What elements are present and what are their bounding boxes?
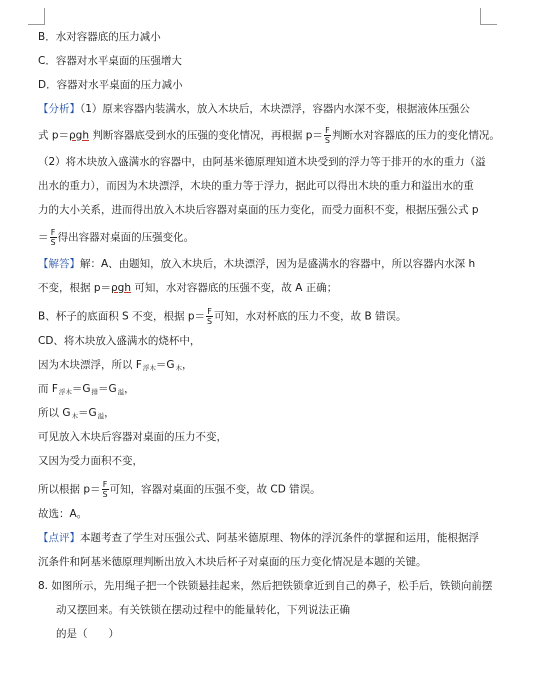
subscript: 溢 <box>117 388 125 396</box>
option-c: C．容器对水平桌面的压强增大 <box>38 55 182 67</box>
subscript: 木 <box>175 364 183 372</box>
analysis-text: 得出容器对桌面的压强变化。 <box>57 231 195 244</box>
page-corner-mark-left <box>28 8 45 25</box>
solution-text: 可知，水对容器底的压强不变，故 A 正确； <box>131 282 338 294</box>
solution-line-2 <box>38 281 337 295</box>
option-b: B．水对容器底的压力减小 <box>38 31 161 43</box>
solution-tag: 【解答】 <box>38 258 80 270</box>
page-corner-mark-right <box>480 8 497 25</box>
formula-text: ＝ <box>38 231 49 244</box>
solution-line-1 <box>38 257 475 271</box>
equation-text: 因为木块漂浮，所以 F <box>38 359 142 371</box>
equation-text: 所以 G <box>38 407 71 419</box>
solution-text: 解：A、由题知，放入木块后，木块漂浮，因为是盛满水的容器中，所以容器内水深 h <box>80 258 476 270</box>
option-d: D．容器对水平桌面的压力减小 <box>38 79 183 91</box>
solution-line-4: CD、将木块放入盛满水的烧杯中， <box>38 335 201 347</box>
question-8-line-2: 动又摆回来。有关铁锁在摆动过程中的能量转化，下列说法正确 <box>56 604 350 616</box>
solution-text: 所以根据 p＝ <box>38 483 101 496</box>
analysis-line-2 <box>38 126 500 145</box>
equation-text: ， <box>124 383 135 395</box>
solution-text: 可知，水对杯底的压力不变，故 B 错误。 <box>214 310 407 323</box>
equation-text: ， <box>104 407 115 419</box>
solution-line-6 <box>38 382 135 397</box>
solution-text: 不变，根据 p＝ <box>38 282 112 294</box>
equation-text: 而 F <box>38 383 58 395</box>
answer-line: 故选：A。 <box>38 508 88 520</box>
solution-line-8: 可见放入木块后容器对桌面的压力不变， <box>38 431 227 443</box>
comment-tag: 【点评】 <box>38 532 80 544</box>
question-8-line-1: 8. 如图所示，先用绳子把一个铁锁悬挂起来，然后把铁锁拿近到自己的鼻子，松手后，铁锁向前摆 <box>38 580 493 592</box>
solution-line-7 <box>38 406 115 421</box>
fraction-f-over-s: $\frac{F}{S}$ <box>207 307 213 326</box>
solution-line-5 <box>38 358 193 373</box>
solution-line-9: 又因为受力面积不变， <box>38 455 143 467</box>
formula-rho-g-h: ρgh <box>69 129 90 142</box>
analysis-line-5: 力的大小关系，进而得出放入木块后容器对桌面的压力变化，而受力面积不变，根据压强公式 p <box>38 204 479 216</box>
analysis-line-1 <box>38 102 470 116</box>
comment-line-2: 沉条件和阿基米德原理判断出放入木块后杯子对桌面的压力变化情况是本题的关键。 <box>38 556 427 568</box>
analysis-text: 判断水对容器底的压力的变化情况。 <box>331 129 500 142</box>
analysis-line-6 <box>38 228 194 247</box>
solution-text: B、杯子的底面积 S 不变，根据 p＝ <box>38 310 206 323</box>
question-8-line-3: 的是（ ） <box>56 628 119 640</box>
fraction-f-over-s: $\frac{F}{S}$ <box>50 228 56 247</box>
subscript: 浮木 <box>142 364 156 372</box>
solution-line-10 <box>38 480 321 499</box>
analysis-line-3: （2）将木块放入盛满水的容器中，由阿基米德原理知道木块受到的浮力等于排开的水的重力（溢 <box>38 156 486 168</box>
solution-line-3 <box>38 307 407 326</box>
subscript: 溢 <box>97 412 105 420</box>
solution-text: 可知，容器对桌面的压强不变，故 CD 错误。 <box>109 483 321 496</box>
equation-text: ＝G <box>98 383 117 395</box>
formula-text: 式 p＝ <box>38 129 70 142</box>
subscript: 排 <box>91 388 99 396</box>
analysis-tag: 【分析】 <box>38 103 80 115</box>
subscript: 浮木 <box>58 388 72 396</box>
analysis-text: 判断容器底受到水的压强的变化情况，再根据 p＝ <box>89 129 323 142</box>
subscript: 木 <box>71 412 78 420</box>
fraction-f-over-s: $\frac{F}{S}$ <box>102 480 108 499</box>
equation-text: ＝G <box>71 383 91 395</box>
equation-text: ＝G <box>77 407 97 419</box>
formula-rho-g-h: ρgh <box>111 282 132 294</box>
analysis-text: （1）原来容器内装满水，放入木块后，木块漂浮，容器内水深不变，根据液体压强公 <box>80 103 470 115</box>
equation-text: ， <box>182 359 193 371</box>
analysis-line-4: 出水的重力），而因为木块漂浮，木块的重力等于浮力，据此可以得出木块的重力和溢出水的重 <box>38 180 474 192</box>
fraction-f-over-s: $\frac{F}{S}$ <box>324 126 330 145</box>
comment-text: 本题考查了学生对压强公式、阿基米德原理、物体的浮沉条件的掌握和运用，能根据浮 <box>80 532 479 544</box>
equation-text: ＝G <box>155 359 175 371</box>
comment-line-1 <box>38 531 479 545</box>
